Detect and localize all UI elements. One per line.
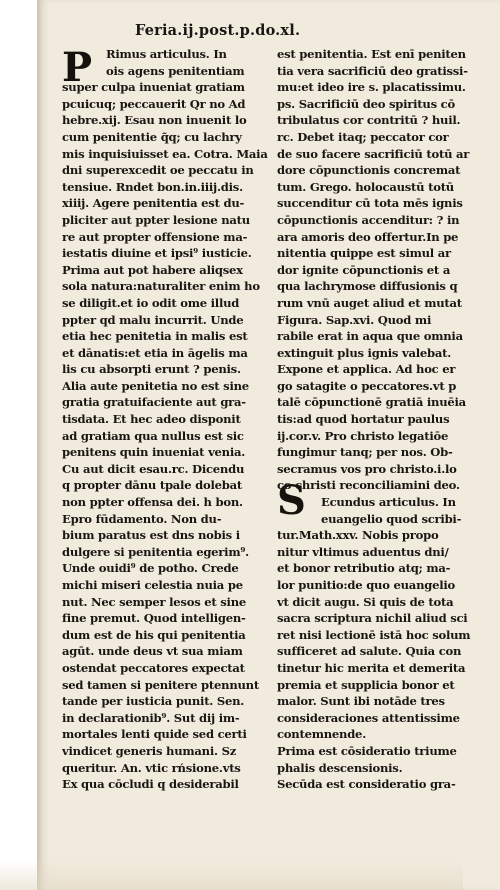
text-line: dor ignite cōpunctionis et a bbox=[277, 262, 451, 277]
text-line: tur.Math.xxv. Nobis propo bbox=[277, 528, 439, 543]
text-line: sacra scriptura nichil aliud sci bbox=[277, 611, 468, 626]
text-line: gratia gratuifaciente aut gra- bbox=[62, 395, 246, 410]
text-line: ad gratiam qua nullus est sic bbox=[62, 428, 244, 443]
text-line: et dānatis:et etia in āgelis ma bbox=[62, 345, 248, 360]
text-line: Secūda est consideratio gra- bbox=[277, 777, 456, 792]
text-line: rum vnū auget aliud et mutat bbox=[277, 295, 462, 310]
text-line: ois agens penitentiam bbox=[106, 63, 245, 78]
text-line: Figura. Sap.xvi. Quod mi bbox=[277, 312, 432, 327]
text-line: lor punitio:de quo euangelio bbox=[277, 578, 456, 592]
text-line: sed tamen si penitere ptennunt bbox=[62, 677, 259, 692]
text-line: succenditur cū tota mēs ignis bbox=[277, 196, 463, 211]
text-line: nut. Nec semper lesos et sine bbox=[62, 594, 247, 609]
text-line: Ex qua cōcludi q desiderabil bbox=[62, 777, 239, 792]
text-line: mortales lenti quide sed certi bbox=[62, 727, 247, 742]
text-line: tum. Grego. holocaustū totū bbox=[277, 179, 454, 194]
text-line: dni superexcedit oe peccatu in bbox=[62, 163, 254, 178]
text-line: cōpunctionis accenditur: ? in bbox=[277, 212, 460, 227]
text-line: penitens quin inueniat venia. bbox=[62, 445, 246, 460]
text-line: Alia aute penitetia no est sine bbox=[62, 378, 249, 393]
text-line: bium paratus est dns nobis i bbox=[62, 528, 240, 543]
text-line: tribulatus cor contritū ? huil. bbox=[277, 113, 461, 128]
text-line: fine premut. Quod intelligen- bbox=[62, 611, 246, 626]
text-line: Expone et applica. Ad hoc er bbox=[277, 362, 456, 377]
text-line: iestatis diuine et ipsi⁹ iusticie. bbox=[62, 246, 252, 261]
text-line: extinguit plus ignis valebat. bbox=[277, 345, 452, 360]
text-line: sufficeret ad salute. Quia con bbox=[277, 644, 462, 659]
text-line: Prima aut pot habere aliqsex bbox=[62, 262, 243, 277]
text-line: rc. Debet itaq; peccator cor bbox=[277, 129, 449, 144]
text-line: Rimus articulus. In bbox=[106, 47, 227, 61]
text-line: vindicet generis humani. Sz bbox=[62, 743, 237, 758]
text-line: se diligit.et io odit ome illud bbox=[62, 295, 240, 310]
text-line: go satagite o peccatores.vt p bbox=[277, 378, 457, 393]
text-line: ps. Sacrificiū deo spiritus cō bbox=[277, 96, 455, 111]
text-line: agūt. unde deus vt sua miam bbox=[62, 644, 243, 659]
text-line: phalis descensionis. bbox=[277, 760, 403, 775]
text-line: etia hec penitetia in malis est bbox=[62, 329, 248, 344]
text-line: nitentia quippe est simul ar bbox=[277, 246, 451, 261]
drop-capital-second: S bbox=[277, 477, 306, 524]
text-line: dum est de his qui penitentia bbox=[62, 627, 246, 642]
text-line: consideraciones attentissime bbox=[277, 710, 460, 725]
text-line: re aut propter offensione ma- bbox=[62, 229, 248, 244]
text-line: Prima est cōsideratio triume bbox=[277, 743, 457, 758]
text-line: ostendat peccatores expectat bbox=[62, 660, 245, 675]
text-line: talē cōpunctionē gratiā inuēia bbox=[277, 395, 466, 410]
text-line: ret nisi lectionē istā hoc solum bbox=[277, 627, 471, 642]
text-line: premia et supplicia bonor et bbox=[277, 677, 455, 692]
text-line: tande per iusticia punit. Sen. bbox=[62, 694, 245, 709]
text-line: secramus vos pro christo.i.lo bbox=[277, 461, 457, 476]
text-line: q propter dānu tpale dolebat bbox=[62, 478, 242, 493]
text-line: sola natura:naturaliter enim ho bbox=[62, 279, 260, 294]
text-line: nitur vltimus aduentus dni/ bbox=[277, 544, 449, 559]
text-line: pliciter aut ppter lesione natu bbox=[62, 212, 250, 227]
text-line: de suo facere sacrificiū totū ar bbox=[277, 146, 470, 161]
text-line: dulgere si penitentia egerim⁹. bbox=[62, 544, 249, 559]
text-line: cum penitentie q̃q; cu lachry bbox=[62, 129, 242, 144]
text-line: hebre.xij. Esau non inuenit lo bbox=[62, 113, 247, 128]
text-line: mis inquisiuisset ea. Cotra. Maia bbox=[62, 146, 268, 161]
text-line: in declarationib⁹. Sut dij im- bbox=[62, 710, 240, 725]
text-line: tensiue. Rndet bon.in.iiij.dis. bbox=[62, 179, 243, 194]
text-line: qua lachrymose diffusionis q bbox=[277, 279, 458, 294]
text-line: super culpa inueniat gratiam bbox=[62, 80, 245, 95]
text-line: ij.cor.v. Pro christo legatiōe bbox=[277, 428, 449, 443]
text-line: est penitentia. Est enī peniten bbox=[277, 47, 466, 61]
right-text-column bbox=[277, 46, 489, 793]
text-line: tisdata. Et hec adeo disponit bbox=[62, 412, 241, 427]
text-line: tia vera sacrificiū deo gratissi- bbox=[277, 63, 468, 78]
text-line: tinetur hic merita et demerita bbox=[277, 660, 466, 675]
text-line: pcuicuq; peccauerit Qr no Ad bbox=[62, 96, 246, 111]
text-line: fungimur tanq; per nos. Ob- bbox=[277, 445, 453, 460]
text-line: ppter qd malu incurrit. Unde bbox=[62, 312, 244, 327]
left-text-column bbox=[62, 46, 274, 793]
text-line: Cu aut dicit esau.rc. Dicendu bbox=[62, 461, 245, 476]
text-line: malor. Sunt ibi notāde tres bbox=[277, 694, 445, 709]
text-line: Unde ouidi⁹ de potho. Crede bbox=[62, 561, 239, 576]
text-line: queritur. An. vtic rńsione.vts bbox=[62, 760, 241, 775]
text-line: rabile erat in aqua que omnia bbox=[277, 329, 463, 344]
text-line: Epro fūdamento. Non du- bbox=[62, 511, 222, 526]
text-line: dore cōpunctionis concremat bbox=[277, 163, 461, 178]
text-line: et bonor retributio atq; ma- bbox=[277, 561, 451, 576]
text-line: mu:et ideo ire s. placatissimu. bbox=[277, 80, 466, 95]
text-line: co christi reconciliamini deo. bbox=[277, 478, 460, 493]
text-line: xiiij. Agere penitentia est du- bbox=[62, 196, 245, 211]
text-line: lis cu absorpti erunt ? penis. bbox=[62, 362, 241, 377]
text-line: michi miseri celestia nuia pe bbox=[62, 578, 243, 592]
running-header: Feria.ij.post.p.do.xl. bbox=[135, 22, 301, 39]
text-line: ara amoris deo offertur.In pe bbox=[277, 229, 459, 244]
text-line: euangelio quod scribi- bbox=[321, 511, 462, 526]
text-line: Ecundus articulus. In bbox=[321, 495, 456, 510]
text-line: contemnende. bbox=[277, 727, 366, 742]
text-line: non ppter offensa dei. h bon. bbox=[62, 495, 243, 510]
page-bottom-edge bbox=[0, 860, 463, 890]
drop-capital-first: P bbox=[62, 44, 93, 91]
text-line: vt dicit augu. Si quis de tota bbox=[277, 594, 454, 609]
text-line: tis:ad quod hortatur paulus bbox=[277, 412, 450, 427]
